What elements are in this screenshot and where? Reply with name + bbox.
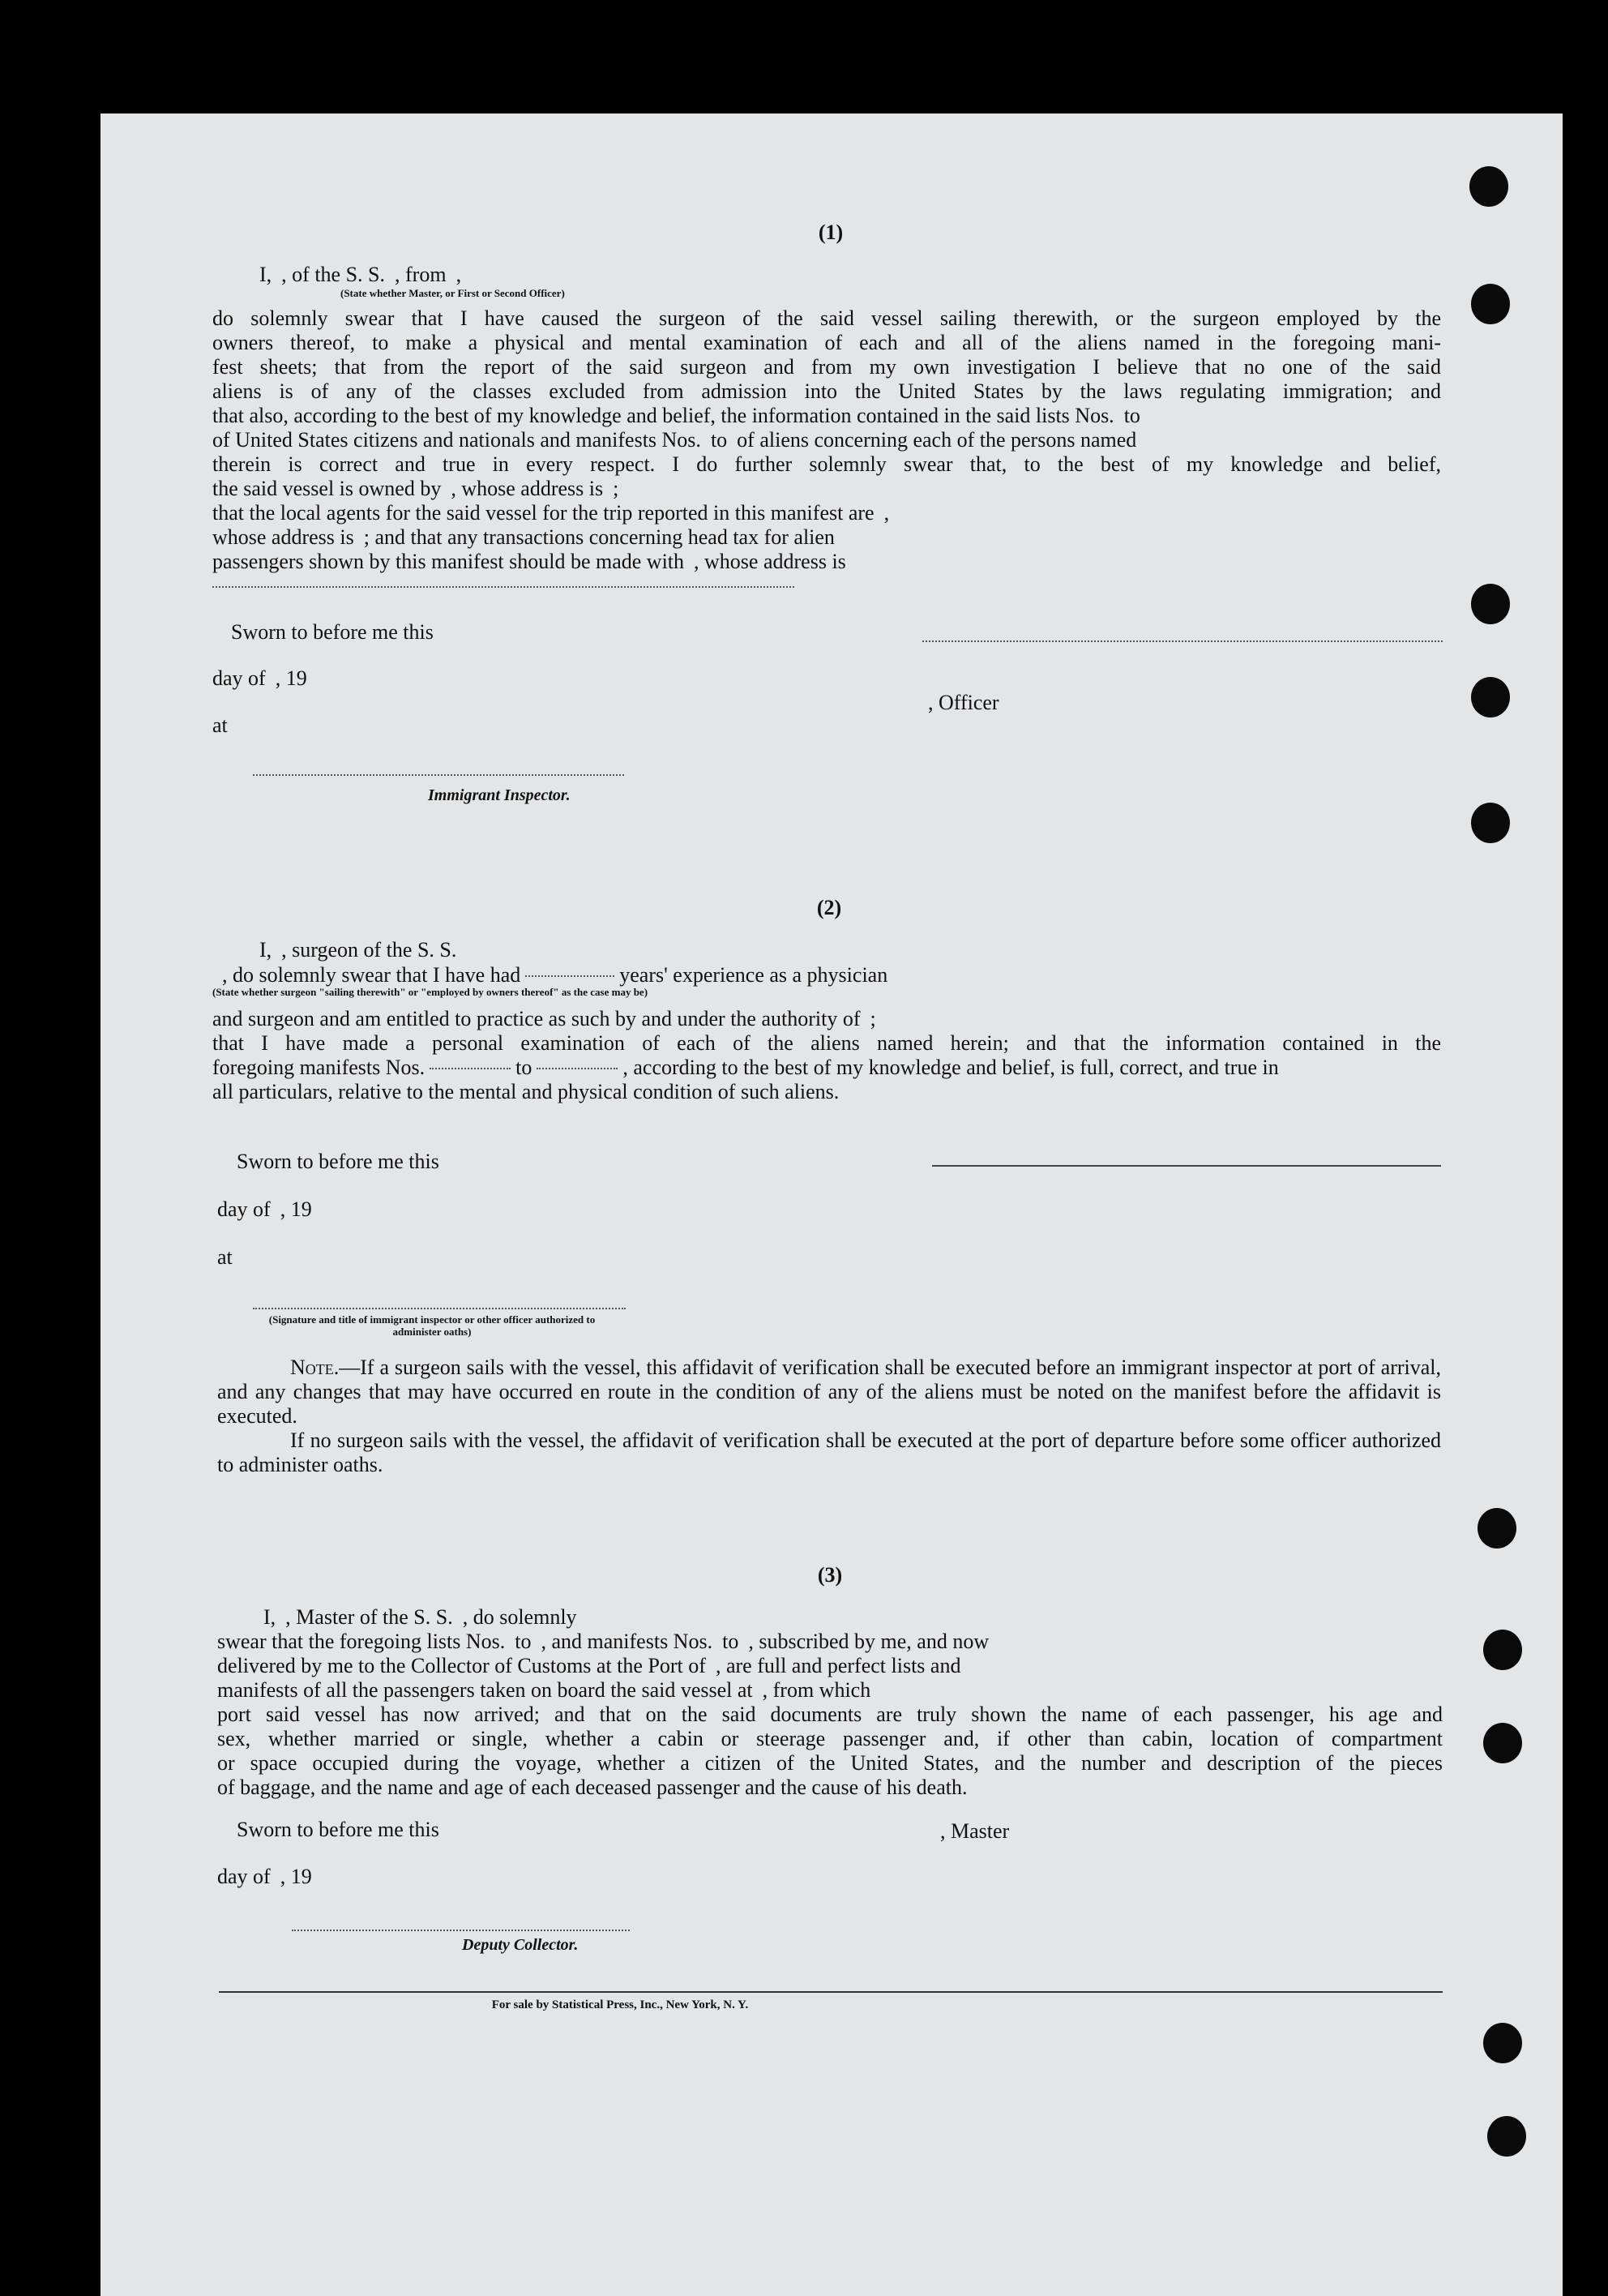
text: that also, according to the best of my knowledge and belief, the information contained in the said lists Nos. [212, 404, 1114, 427]
text-line: aliens is of any of the classes excluded from admission into the United States by the laws regulating immigration; and [212, 379, 1441, 403]
text: ; [870, 1007, 876, 1030]
text: foregoing manifests Nos. [212, 1056, 426, 1079]
s3-line-1 [263, 1605, 1443, 1630]
text: swear that the foregoing lists Nos. [217, 1630, 506, 1653]
footer-rule [219, 1991, 1443, 1993]
text: and surgeon and am entitled to practice as such by and under the authority of [212, 1007, 861, 1030]
text: day of [217, 1865, 271, 1888]
text: , from which [762, 1678, 871, 1702]
s2-sworn-line [237, 1150, 626, 1174]
inspector-signature-line[interactable] [253, 774, 624, 776]
text: to [1123, 404, 1140, 427]
s1-day-line [212, 666, 624, 691]
text: day of [212, 666, 266, 690]
text-line: do solemnly swear that I have caused the surgeon of the said vessel sailing therewith, or the surgeon employed by the [212, 306, 1441, 330]
s2-line-1 [259, 938, 1438, 962]
text-line [217, 1678, 1443, 1703]
text: manifests of all the passengers taken on board the said vessel at [217, 1678, 753, 1702]
text-line: all particulars, relative to the mental and physical condition of such aliens. [212, 1080, 840, 1103]
text: of United States citizens and nationals and manifests Nos. [212, 428, 701, 452]
master-hint: (State whether Master, or First or Second Officer) [340, 287, 565, 299]
punch-hole [1471, 584, 1510, 624]
text: , surgeon of the S. S. [281, 938, 457, 962]
signature-caption: (Signature and title of immigrant inspector or other officer authorized to administer oaths) [268, 1313, 596, 1338]
text-line: port said vessel has now arrived; and that on the said documents are truly shown the name of each passenger, his age and [217, 1703, 1443, 1726]
text-line [217, 1630, 1443, 1654]
section-number: (2) [816, 896, 842, 919]
text-line [217, 1654, 1443, 1678]
text: ; [613, 477, 619, 500]
text: , subscribed by me, and now [748, 1630, 990, 1653]
collector-caption: Deputy Collector. [462, 1936, 579, 1954]
text: , Master [940, 1819, 1010, 1843]
text-line [212, 1007, 1441, 1031]
punch-hole [1471, 803, 1510, 843]
s1-sworn-line [231, 620, 624, 645]
manifests-from-field[interactable] [430, 1068, 511, 1069]
text-line [212, 525, 1441, 550]
text: to [710, 428, 728, 452]
punch-hole [1483, 1723, 1522, 1763]
text: , according to the best of my knowledge and belief, is full, correct, and true in [622, 1056, 1279, 1079]
s2-at-line [217, 1245, 626, 1270]
text: , [455, 263, 462, 286]
text: , 19 [275, 666, 307, 690]
text-line: of baggage, and the name and age of each deceased passenger and the cause of his death. [217, 1776, 968, 1799]
text: , do solemnly swear that I have had [222, 963, 521, 987]
text: Sworn to before me this [237, 1150, 439, 1173]
note-paragraph-2: If no surgeon sails with the vessel, the affidavit of verification shall be executed at the port of departure before some officer authorized to administer oaths. [217, 1429, 1441, 1476]
text: of aliens concerning each of the persons named [737, 428, 1137, 452]
text: at [212, 713, 228, 737]
text: to [515, 1630, 532, 1653]
punch-hole [1483, 2023, 1522, 2063]
section-number: (3) [817, 1563, 843, 1587]
s3-sworn-line [237, 1818, 630, 1842]
surgeon-hint: (State whether surgeon "sailing therewith" or "employed by owners thereof" as the case may be) [212, 986, 648, 998]
text-line [212, 428, 1441, 452]
text: I, [263, 1605, 276, 1629]
text: , of the S. S. [281, 263, 386, 286]
text: , whose address is [451, 477, 604, 500]
officer-signature-line[interactable] [922, 640, 1443, 642]
text: Sworn to before me this [231, 620, 434, 644]
years-field[interactable] [525, 975, 614, 977]
text: to [515, 1056, 532, 1079]
inspector-signature-line[interactable] [253, 1308, 626, 1309]
text: Sworn to before me this [237, 1818, 439, 1841]
s2-line-2 [212, 963, 1441, 987]
text-line: fest sheets; that from the report of the said surgeon and from my own investigation I believe that no one of the said [212, 355, 1441, 379]
text-line [212, 477, 1441, 501]
punch-hole [1483, 1630, 1522, 1670]
punch-hole [1478, 1508, 1516, 1549]
text: the said vessel is owned by [212, 477, 442, 500]
text-line [212, 404, 1441, 428]
text: years' experience as a physician [619, 963, 888, 987]
text: passengers shown by this manifest should be made with [212, 550, 685, 573]
text: delivered by me to the Collector of Customs at the Port of [217, 1654, 706, 1677]
text: , [883, 501, 890, 525]
text: , Master of the S. S. [285, 1605, 453, 1629]
text: , are full and perfect lists and [715, 1654, 961, 1677]
s3-master-line [930, 1819, 1443, 1844]
text: I, [259, 263, 272, 286]
text-line: that I have made a personal examination of each of the aliens named herein; and that the information contained in the [212, 1031, 1441, 1055]
text: at [217, 1245, 233, 1269]
text: that the local agents for the said vessel for the trip reported in this manifest are [212, 501, 875, 525]
text-line: sex, whether married or single, whether a cabin or steerage passenger and, if other than cabin, location of compartment [217, 1727, 1443, 1750]
text-line: therein is correct and true in every respect. I do further solemnly swear that, to the best of my knowledge and belief, [212, 452, 1441, 476]
head-tax-address-field[interactable] [212, 586, 794, 588]
text: I, [259, 938, 272, 962]
text-line: owners thereof, to make a physical and mental examination of each and all of the aliens named in the foregoing mani- [212, 331, 1441, 354]
note-label: Note. [290, 1356, 340, 1379]
note-paragraph-1 [217, 1356, 1441, 1429]
s2-paragraph [212, 1007, 1441, 1104]
text: , do solemnly [462, 1605, 577, 1629]
punch-hole [1469, 166, 1508, 207]
manifests-to-field[interactable] [537, 1068, 618, 1069]
text: , 19 [280, 1865, 312, 1888]
s1-line-1 [259, 263, 1456, 287]
text: whose address is [212, 525, 354, 549]
text: , 19 [280, 1197, 312, 1221]
text: to [722, 1630, 739, 1653]
section-number: (1) [818, 221, 844, 244]
s1-officer-line [918, 691, 1439, 715]
s2-day-line [217, 1197, 626, 1222]
text-line [212, 1056, 1441, 1080]
s3-day-line [217, 1865, 630, 1889]
text: , whose address is [694, 550, 846, 573]
printer-imprint: For sale by Statistical Press, Inc., New York, N. Y. [491, 1998, 749, 2011]
punch-hole [1471, 284, 1510, 324]
punch-hole [1471, 677, 1510, 718]
text: , Officer [928, 691, 999, 714]
text-line [212, 550, 1441, 574]
s1-at-line [212, 713, 624, 738]
inspector-caption: Immigrant Inspector. [428, 786, 571, 804]
punch-hole [1487, 2116, 1526, 2157]
note-text: —If a surgeon sails with the vessel, this affidavit of verification shall be executed before an immigrant inspector at port of arrival, and any changes that may have occurred en route in the condition of any of the aliens must be noted on the manifest before the affidavit is executed. [217, 1356, 1441, 1428]
text: , from [395, 263, 447, 286]
surgeon-signature-line[interactable] [932, 1165, 1441, 1167]
text-line: or space occupied during the voyage, whether a citizen of the United States, and the number and description of the pieces [217, 1751, 1443, 1775]
text: day of [217, 1197, 271, 1221]
text-line [212, 501, 1441, 525]
note-block [217, 1356, 1441, 1477]
text: ; and that any transactions concerning head tax for alien [363, 525, 835, 549]
s3-paragraph [217, 1630, 1443, 1800]
text: , and manifests Nos. [541, 1630, 713, 1653]
collector-signature-line[interactable] [292, 1930, 630, 1931]
s1-paragraph [212, 306, 1441, 598]
